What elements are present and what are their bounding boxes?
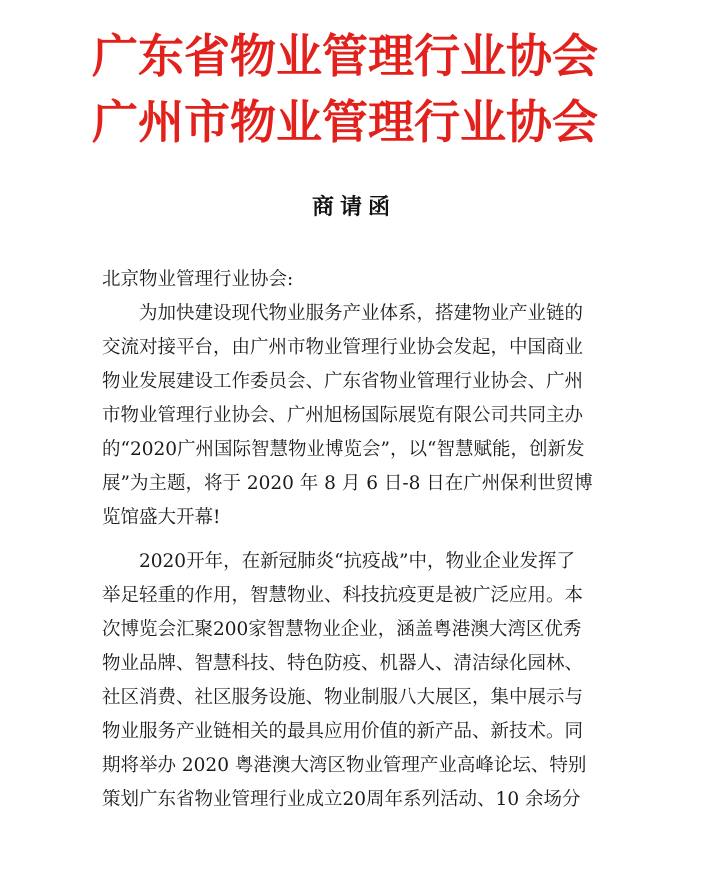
paragraph-line: 览馆盛大开幕! xyxy=(102,507,221,528)
paragraph-line: 策划广东省物业管理行业成立20周年系列活动、10 余场分 xyxy=(102,789,581,810)
paragraph-line: 的“2020广州国际智慧物业博览会”，以“智慧赋能，创新发 xyxy=(102,439,585,460)
paragraph-line: 物业品牌、智慧科技、特色防疫、机器人、清洁绿化园林、 xyxy=(102,653,584,674)
paragraph-line: 物业发展建设工作委员会、广东省物业管理行业协会、广州 xyxy=(102,371,584,392)
paragraph-line: 为加快建设现代物业服务产业体系，搭建物业产业链的 xyxy=(102,303,584,324)
salutation: 北京物业管理行业协会: xyxy=(102,269,294,290)
paragraph-1 xyxy=(102,297,602,535)
letterhead-org-guangzhou: 广州市物业管理行业协会 xyxy=(92,95,598,149)
paragraph-line: 交流对接平台，由广州市物业管理行业协会发起，中国商业 xyxy=(102,337,584,358)
paragraph-line: 社区消费、社区服务设施、物业制服八大展区，集中展示与 xyxy=(102,687,584,708)
paragraph-spacer xyxy=(102,535,602,545)
paragraph-line: 次博览会汇聚200家智慧物业企业，涵盖粤港澳大湾区优秀 xyxy=(102,619,582,640)
paragraph-line: 展”为主题，将于 2020 年 8 月 6 日-8 日在广州保利世贸博 xyxy=(102,473,593,494)
paragraph-line: 2020开年，在新冠肺炎“抗疫战”中，物业企业发挥了 xyxy=(102,551,575,572)
letter-body xyxy=(102,263,602,817)
document-title: 商请函 xyxy=(311,194,396,220)
paragraph-line: 物业服务产业链相关的最具应用价值的新产品、新技术。同 xyxy=(102,721,584,742)
paragraph-line: 期将举办 2020 粤港澳大湾区物业管理产业高峰论坛、特别 xyxy=(102,755,587,776)
paragraph-line: 市物业管理行业协会、广州旭杨国际展览有限公司共同主办 xyxy=(102,405,584,426)
letterhead-org-guangdong: 广东省物业管理行业协会 xyxy=(92,29,598,83)
paragraph-line: 举足轻重的作用，智慧物业、科技抗疫更是被广泛应用。本 xyxy=(102,585,584,606)
paragraph-2 xyxy=(102,545,602,817)
